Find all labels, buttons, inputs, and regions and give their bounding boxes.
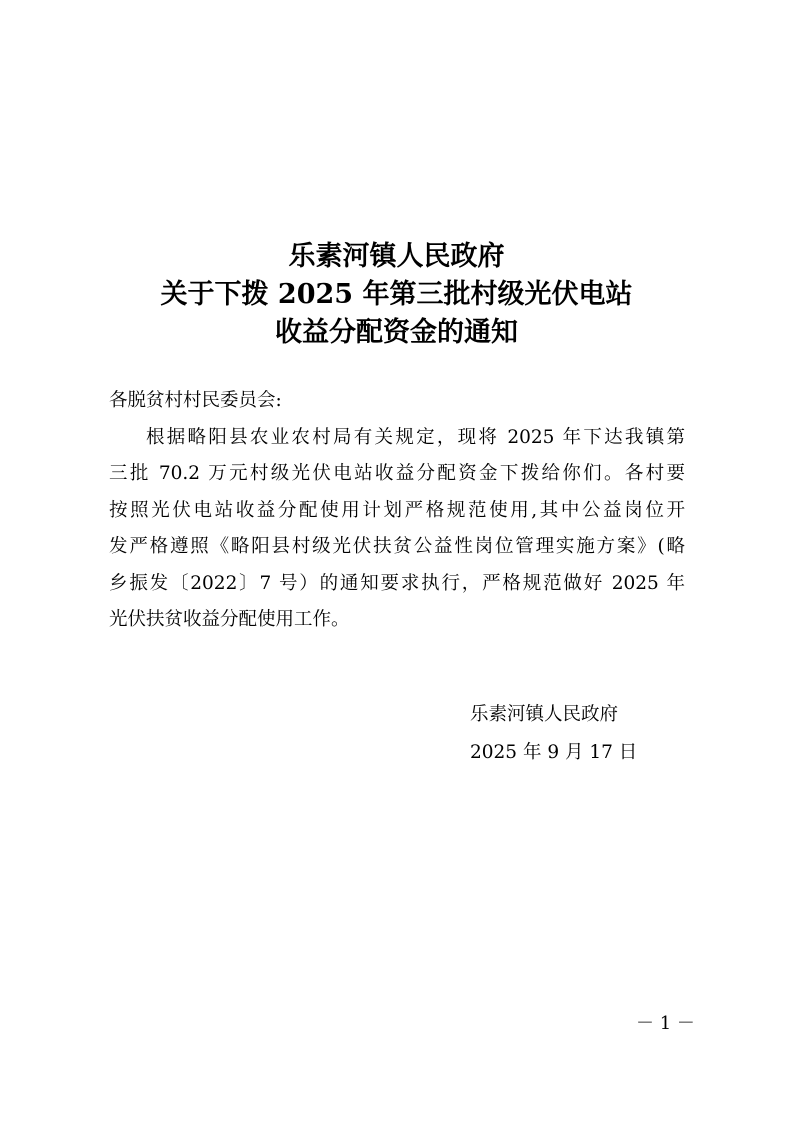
- issue-date: 2025 年 9 月 17 日: [470, 742, 638, 763]
- issuer-name: 乐素河镇人民政府: [470, 704, 619, 725]
- paragraph-line: 根据略阳县农业农村局有关规定，现将 2025 年下达我镇第: [146, 426, 685, 448]
- paragraph-line: 乡振发〔2022〕7 号）的通知要求执行，严格规范做好 2025 年: [109, 572, 685, 594]
- paragraph-line: 按照光伏电站收益分配使用计划严格规范使用,其中公益岗位开: [109, 499, 685, 521]
- document-body: [109, 383, 685, 639]
- title-line-subject: 关于下拨 2025 年第三批村级光伏电站: [160, 279, 633, 310]
- document-title: [0, 238, 793, 352]
- page-number: － 1 －: [636, 1013, 695, 1034]
- paragraph-line: 光伏扶贫收益分配使用工作。: [109, 609, 350, 630]
- title-line-subject-end: 收益分配资金的通知: [275, 317, 518, 348]
- paragraph-line: 三批 70.2 万元村级光伏电站收益分配资金下拨给你们。各村要: [109, 463, 685, 484]
- salutation: 各脱贫村村民委员会:: [109, 390, 282, 411]
- paragraph-line: 发严格遵照《略阳县村级光伏扶贫公益性岗位管理实施方案》(略: [109, 536, 685, 557]
- signature-block: [470, 696, 637, 772]
- title-line-issuer: 乐素河镇人民政府: [288, 241, 505, 272]
